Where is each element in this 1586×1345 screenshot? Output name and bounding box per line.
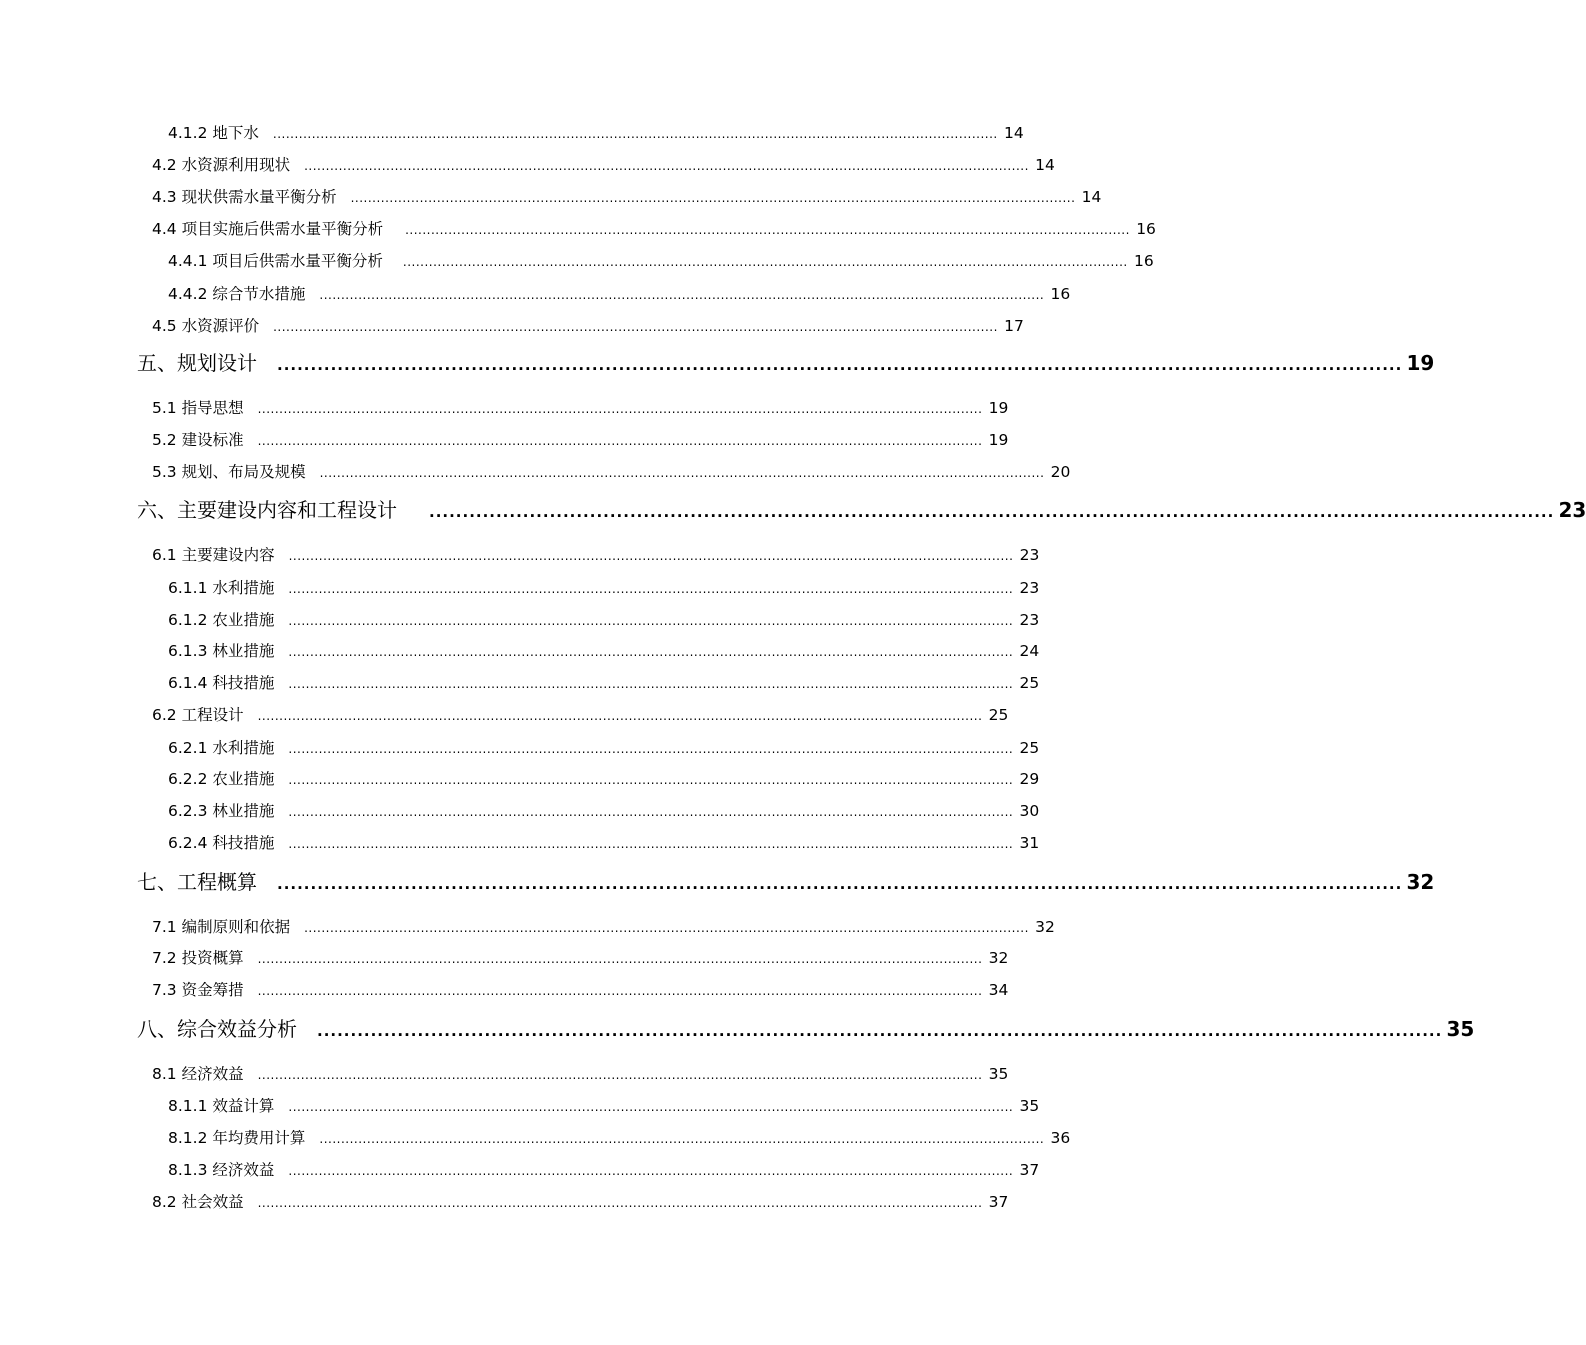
- toc-entry-label: 4.1.2 地下水: [168, 124, 259, 142]
- toc-entry-label: 6.1.4 科技措施: [168, 674, 275, 692]
- dot-leader: ........................................................................................................................................................................: [257, 1068, 983, 1082]
- toc-entry-6-2-2[interactable]: [168, 769, 1040, 789]
- toc-entry-7-2[interactable]: [152, 948, 1009, 968]
- toc-page-number: 24: [1019, 642, 1040, 660]
- toc-entry-6-2-3[interactable]: [168, 801, 1040, 821]
- toc-page-number: 23: [1558, 498, 1586, 522]
- toc-page-number: 35: [1446, 1017, 1475, 1041]
- toc-page-number: 34: [988, 981, 1009, 999]
- dot-leader: ........................................................................................................................................................................: [304, 921, 1029, 935]
- toc-entry-7-3[interactable]: [152, 980, 1009, 1000]
- toc-page-number: 29: [1019, 770, 1040, 788]
- toc-page-number: 16: [1136, 220, 1156, 238]
- toc-entry-label: 8.2 社会效益: [152, 1193, 244, 1211]
- toc-page-number: 19: [988, 399, 1009, 417]
- toc-page-number: 23: [1019, 546, 1040, 564]
- toc-entry-6-2-4[interactable]: [168, 833, 1040, 853]
- toc-entry-label: 5.3 规划、布局及规模: [152, 463, 306, 481]
- dot-leader: ........................................................................................................................................................................: [257, 1196, 983, 1210]
- dot-leader: ........................................................................................................................................................................: [257, 709, 983, 723]
- toc-chapter-6[interactable]: [137, 497, 1586, 523]
- dot-leader: ........................................................................................................................................................................: [277, 875, 1403, 893]
- toc-page-number: 36: [1050, 1129, 1071, 1147]
- toc-page-number: 25: [1019, 674, 1040, 692]
- toc-entry-label: 4.2 水资源利用现状: [152, 156, 291, 174]
- toc-entry-8-2[interactable]: [152, 1192, 1009, 1212]
- dot-leader: ........................................................................................................................................................................: [277, 356, 1403, 374]
- toc-entry-label: 6.2.3 林业措施: [168, 802, 275, 820]
- toc-page-number: 35: [1019, 1097, 1040, 1115]
- dot-leader: ........................................................................................................................................................................: [288, 645, 1014, 659]
- toc-entry-5-2[interactable]: [152, 430, 1009, 450]
- dot-leader: ........................................................................................................................................................................: [257, 402, 983, 416]
- dot-leader: ........................................................................................................................................................................: [317, 1022, 1443, 1040]
- toc-page-number: 23: [1019, 579, 1040, 597]
- toc-entry-4-5[interactable]: [152, 316, 1024, 336]
- toc-entry-label: 4.4.1 项目后供需水量平衡分析: [168, 252, 383, 270]
- toc-entry-8-1-1[interactable]: [168, 1096, 1040, 1116]
- toc-page-number: 23: [1019, 611, 1040, 629]
- toc-entry-label: 6.2 工程设计: [152, 706, 244, 724]
- dot-leader: ........................................................................................................................................................................: [288, 805, 1014, 819]
- toc-page-number: 32: [1035, 918, 1055, 936]
- toc-page-number: 31: [1019, 834, 1040, 852]
- toc-entry-6-1[interactable]: [152, 545, 1040, 565]
- dot-leader: ........................................................................................................................................................................: [288, 1100, 1014, 1114]
- toc-page-number: 25: [988, 706, 1009, 724]
- toc-chapter-label: 八、综合效益分析: [137, 1017, 297, 1041]
- toc-page-number: 19: [1406, 351, 1435, 375]
- toc-entry-6-1-4[interactable]: [168, 673, 1040, 693]
- toc-page-number: 32: [1406, 870, 1435, 894]
- toc-entry-8-1[interactable]: [152, 1064, 1009, 1084]
- dot-leader: ........................................................................................................................................................................: [288, 837, 1014, 851]
- dot-leader: ........................................................................................................................................................................: [257, 984, 983, 998]
- dot-leader: ........................................................................................................................................................................: [405, 223, 1130, 237]
- toc-chapter-label: 五、规划设计: [137, 351, 257, 375]
- toc-entry-label: 5.1 指导思想: [152, 399, 244, 417]
- toc-chapter-8[interactable]: [137, 1016, 1475, 1042]
- toc-entry-4-4[interactable]: [152, 219, 1156, 239]
- toc-entry-6-1-1[interactable]: [168, 578, 1040, 598]
- toc-entry-label: 5.2 建设标准: [152, 431, 244, 449]
- toc-page-number: 14: [1081, 188, 1102, 206]
- toc-page-number: 35: [988, 1065, 1009, 1083]
- dot-leader: ........................................................................................................................................................................: [257, 434, 983, 448]
- dot-leader: ........................................................................................................................................................................: [288, 614, 1014, 628]
- dot-leader: ........................................................................................................................................................................: [272, 127, 998, 141]
- toc-entry-7-1[interactable]: [152, 917, 1055, 937]
- toc-chapter-label: 六、主要建设内容和工程设计: [137, 498, 397, 522]
- toc-page-number: 32: [988, 949, 1009, 967]
- toc-page-number: 16: [1050, 285, 1071, 303]
- dot-leader: ........................................................................................................................................................................: [288, 582, 1014, 596]
- toc-entry-5-3[interactable]: [152, 462, 1071, 482]
- dot-leader: ........................................................................................................................................................................: [257, 952, 983, 966]
- dot-leader: ........................................................................................................................................................................: [429, 503, 1555, 521]
- toc-entry-label: 6.1.1 水利措施: [168, 579, 275, 597]
- toc-entry-8-1-3[interactable]: [168, 1160, 1040, 1180]
- toc-page-number: 30: [1019, 802, 1040, 820]
- toc-page-number: 37: [988, 1193, 1009, 1211]
- toc-entry-label: 8.1.1 效益计算: [168, 1097, 275, 1115]
- toc-entry-label: 4.5 水资源评价: [152, 317, 260, 335]
- toc-chapter-label: 七、工程概算: [137, 870, 257, 894]
- toc-entry-4-4-2[interactable]: [168, 284, 1071, 304]
- toc-entry-4-3[interactable]: [152, 187, 1102, 207]
- toc-page-number: 37: [1019, 1161, 1040, 1179]
- toc-chapter-5[interactable]: [137, 350, 1435, 376]
- toc-entry-label: 4.4 项目实施后供需水量平衡分析: [152, 220, 384, 238]
- toc-entry-label: 7.2 投资概算: [152, 949, 244, 967]
- toc-entry-label: 6.1.2 农业措施: [168, 611, 275, 629]
- toc-entry-6-2-1[interactable]: [168, 738, 1040, 758]
- dot-leader: ........................................................................................................................................................................: [319, 1132, 1045, 1146]
- toc-entry-label: 6.2.4 科技措施: [168, 834, 275, 852]
- dot-leader: ........................................................................................................................................................................: [304, 159, 1029, 173]
- toc-entry-label: 7.3 资金筹措: [152, 981, 244, 999]
- dot-leader: ........................................................................................................................................................................: [319, 288, 1045, 302]
- toc-entry-8-1-2[interactable]: [168, 1128, 1071, 1148]
- toc-entry-6-1-3[interactable]: [168, 641, 1040, 661]
- dot-leader: ........................................................................................................................................................................: [288, 1164, 1014, 1178]
- toc-entry-label: 7.1 编制原则和依据: [152, 918, 291, 936]
- toc-entry-4-4-1[interactable]: [168, 251, 1154, 271]
- toc-page-number: 16: [1133, 252, 1154, 270]
- dot-leader: ........................................................................................................................................................................: [288, 549, 1014, 563]
- toc-entry-label: 4.4.2 综合节水措施: [168, 285, 306, 303]
- toc-page-number: 14: [1035, 156, 1055, 174]
- toc-entry-4-2[interactable]: [152, 155, 1055, 175]
- toc-entry-label: 8.1 经济效益: [152, 1065, 244, 1083]
- toc-entry-label: 6.1 主要建设内容: [152, 546, 275, 564]
- dot-leader: ........................................................................................................................................................................: [288, 773, 1014, 787]
- toc-page-number: 20: [1050, 463, 1071, 481]
- dot-leader: ........................................................................................................................................................................: [319, 466, 1045, 480]
- toc-entry-label: 8.1.3 经济效益: [168, 1161, 275, 1179]
- toc-page-number: 25: [1019, 739, 1040, 757]
- toc-page-number: 19: [988, 431, 1009, 449]
- dot-leader: ........................................................................................................................................................................: [288, 742, 1014, 756]
- dot-leader: ........................................................................................................................................................................: [402, 255, 1128, 269]
- toc-chapter-7[interactable]: [137, 869, 1435, 895]
- dot-leader: ........................................................................................................................................................................: [350, 191, 1076, 205]
- toc-entry-6-2[interactable]: [152, 705, 1009, 725]
- toc-entry-label: 6.1.3 林业措施: [168, 642, 275, 660]
- toc-entry-label: 6.2.2 农业措施: [168, 770, 275, 788]
- toc-entry-label: 8.1.2 年均费用计算: [168, 1129, 306, 1147]
- toc-entry-label: 4.3 现状供需水量平衡分析: [152, 188, 337, 206]
- dot-leader: ........................................................................................................................................................................: [273, 320, 998, 334]
- toc-page-number: 17: [1004, 317, 1024, 335]
- toc-entry-4-1-2[interactable]: [168, 123, 1024, 143]
- dot-leader: ........................................................................................................................................................................: [288, 677, 1014, 691]
- toc-entry-6-1-2[interactable]: [168, 610, 1040, 630]
- toc-entry-5-1[interactable]: [152, 398, 1009, 418]
- toc-entry-label: 6.2.1 水利措施: [168, 739, 275, 757]
- toc-page-number: 14: [1003, 124, 1024, 142]
